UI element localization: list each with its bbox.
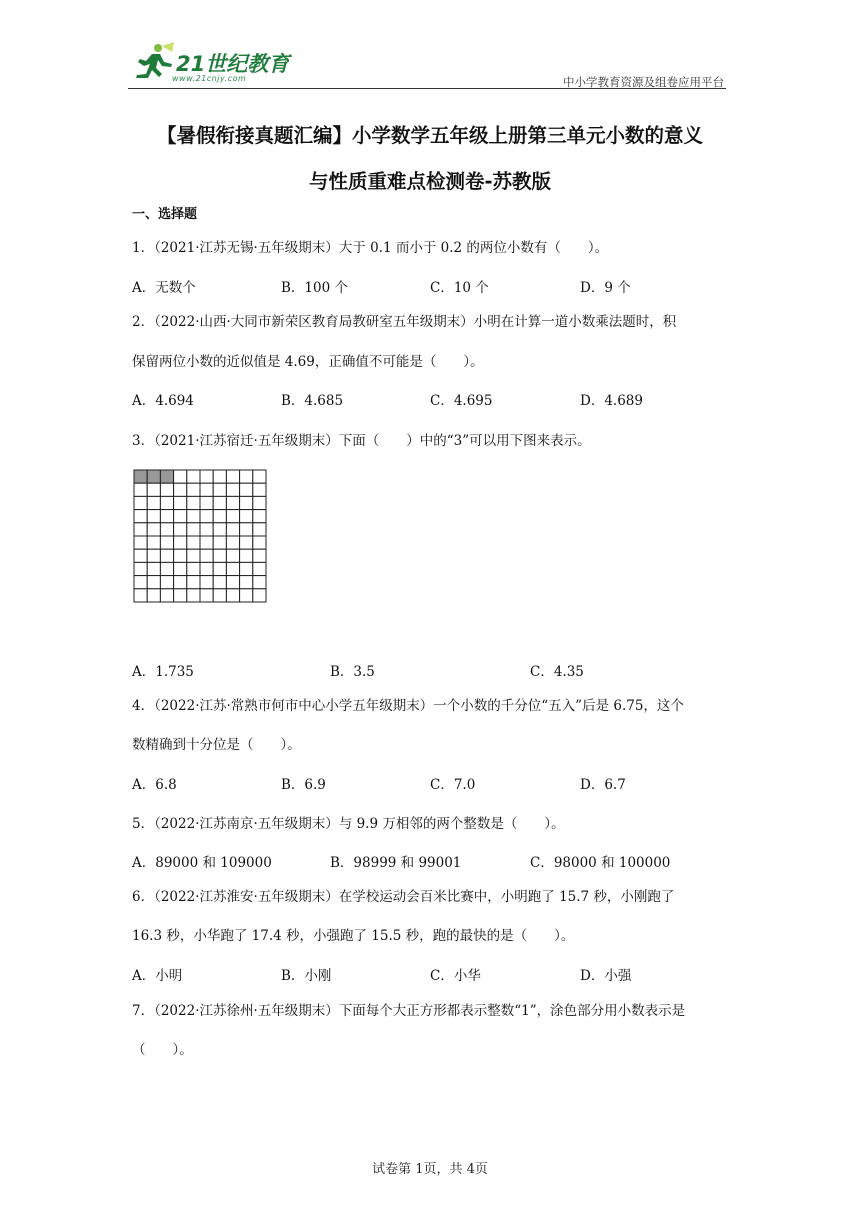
grid-cell <box>160 589 173 602</box>
grid-cell <box>213 576 226 589</box>
grid-cell <box>174 549 187 562</box>
header-divider <box>128 88 726 89</box>
grid-cell <box>253 562 266 575</box>
question-1-text: 1．（2021·江苏无锡·五年级期末）大于 0.1 而小于 0.2 的两位小数有（ ）。 <box>132 240 609 256</box>
grid-cell <box>174 470 187 483</box>
grid-cell <box>160 523 173 536</box>
grid-cell <box>147 562 160 575</box>
grid-cell <box>147 496 160 509</box>
grid-cell <box>160 536 173 549</box>
grid-cell <box>187 549 200 562</box>
grid-cell <box>200 589 213 602</box>
grid-cell <box>240 536 253 549</box>
grid-cell <box>213 510 226 523</box>
grid-cell <box>226 589 239 602</box>
question-3-option-b[interactable]: B．3.5 <box>330 664 375 680</box>
grid-cell <box>187 536 200 549</box>
question-6-option-b[interactable]: B．小刚 <box>281 968 332 984</box>
page-footer: 试卷第 1页，共 4页 <box>372 1162 488 1177</box>
grid-cell <box>253 470 266 483</box>
grid-cell <box>160 496 173 509</box>
question-4-text-line-2: 数精确到十分位是（ ）。 <box>132 737 301 753</box>
question-2-text-line-1: 2．（2022·山西·大同市新荣区教育局教研室五年级期末）小明在计算一道小数乘法题时，积 <box>132 314 677 330</box>
question-3-option-c[interactable]: C．4.35 <box>530 664 584 680</box>
grid-cell <box>174 510 187 523</box>
question-4-option-b[interactable]: B．6.9 <box>281 777 326 793</box>
grid-cell <box>147 576 160 589</box>
grid-cell <box>213 470 226 483</box>
grid-cell <box>200 470 213 483</box>
grid-cell-shaded <box>147 470 160 483</box>
grid-cell <box>174 496 187 509</box>
question-4-text-line-1: 4．（2022·江苏·常熟市何市中心小学五年级期末）一个小数的千分位“五入”后是 6.75，这个 <box>132 698 684 714</box>
question-5-option-b[interactable]: B．98999 和 99001 <box>330 855 462 871</box>
question-5-text: 5．（2022·江苏南京·五年级期末）与 9.9 万相邻的两个整数是（ ）。 <box>132 816 565 832</box>
grid-cell <box>200 576 213 589</box>
grid-cell <box>226 562 239 575</box>
grid-cell <box>147 523 160 536</box>
grid-cell <box>147 510 160 523</box>
grid-cell <box>187 510 200 523</box>
grid-cell <box>240 589 253 602</box>
grid-cell <box>147 549 160 562</box>
question-1-option-d[interactable]: D．9 个 <box>580 280 631 296</box>
grid-cell <box>147 483 160 496</box>
grid-cell <box>174 576 187 589</box>
question-1-option-c[interactable]: C．10 个 <box>430 280 489 296</box>
grid-cell <box>226 536 239 549</box>
grid-cell <box>213 589 226 602</box>
question-6-option-d[interactable]: D．小强 <box>580 968 632 984</box>
hundred-grid <box>133 469 267 605</box>
exam-title-line-1: 【暑假衔接真题汇编】小学数学五年级上册第三单元小数的意义 <box>156 124 703 147</box>
grid-cell <box>174 483 187 496</box>
grid-cell <box>240 483 253 496</box>
exam-title-line-2: 与性质重难点检测卷-苏教版 <box>308 170 552 193</box>
grid-cell <box>187 523 200 536</box>
grid-cell <box>187 576 200 589</box>
grid-cell <box>240 562 253 575</box>
question-2-text-line-2: 保留两位小数的近似值是 4.69，正确值不可能是（ ）。 <box>132 354 484 370</box>
question-7-text-line-2: （ ）。 <box>132 1042 193 1058</box>
question-7-text-line-1: 7．（2022·江苏徐州·五年级期末）下面每个大正方形都表示整数“1”，涂色部分用小数表示是 <box>132 1003 686 1019</box>
question-3-option-a[interactable]: A．1.735 <box>132 664 194 680</box>
platform-label: 中小学教育资源及组卷应用平台 <box>563 75 724 89</box>
grid-cell <box>226 523 239 536</box>
grid-cell <box>174 536 187 549</box>
grid-cell <box>253 496 266 509</box>
grid-cell <box>226 510 239 523</box>
grid-cell <box>134 576 147 589</box>
grid-cell <box>213 549 226 562</box>
grid-cell <box>200 510 213 523</box>
grid-cell <box>226 470 239 483</box>
grid-cell <box>187 496 200 509</box>
question-4-option-c[interactable]: C．7.0 <box>430 777 476 793</box>
grid-cell <box>200 523 213 536</box>
grid-cell <box>160 510 173 523</box>
grid-cell <box>174 523 187 536</box>
grid-cell <box>134 510 147 523</box>
logo-text: 21世纪教育 <box>176 52 290 76</box>
question-2-option-b[interactable]: B．4.685 <box>281 393 344 409</box>
grid-cell <box>213 536 226 549</box>
grid-cell <box>134 589 147 602</box>
grid-cell <box>240 576 253 589</box>
section-heading-choice: 一、选择题 <box>132 207 198 222</box>
grid-cell <box>160 562 173 575</box>
grid-cell <box>226 576 239 589</box>
grid-cell <box>240 549 253 562</box>
grid-cell <box>134 549 147 562</box>
question-6-option-a[interactable]: A．小明 <box>132 968 183 984</box>
question-5-option-a[interactable]: A．89000 和 109000 <box>132 855 272 871</box>
runner-logo-icon <box>128 42 176 82</box>
question-4-option-d[interactable]: D．6.7 <box>580 777 626 793</box>
grid-cell <box>213 496 226 509</box>
grid-cell <box>160 576 173 589</box>
grid-cell <box>253 523 266 536</box>
grid-cell-shaded <box>134 470 147 483</box>
grid-cell <box>240 510 253 523</box>
grid-cell <box>160 483 173 496</box>
question-5-option-c[interactable]: C．98000 和 100000 <box>530 855 671 871</box>
grid-cell-shaded <box>160 470 173 483</box>
question-2-option-c[interactable]: C．4.695 <box>430 393 493 409</box>
grid-cell <box>134 483 147 496</box>
grid-cell <box>226 483 239 496</box>
grid-cell <box>200 483 213 496</box>
grid-cell <box>160 549 173 562</box>
question-1-option-b[interactable]: B．100 个 <box>281 280 348 296</box>
logo <box>128 40 298 88</box>
question-6-text-line-2: 16.3 秒，小华跑了 17.4 秒，小强跑了 15.5 秒，跑的最快的是（ ）。 <box>132 928 575 944</box>
question-2-option-a[interactable]: A．4.694 <box>132 393 194 409</box>
grid-cell <box>187 562 200 575</box>
grid-cell <box>213 562 226 575</box>
grid-cell <box>240 496 253 509</box>
grid-cell <box>200 562 213 575</box>
grid-cell <box>200 549 213 562</box>
grid-cell <box>134 562 147 575</box>
grid-cell <box>240 523 253 536</box>
question-3-text: 3．（2021·江苏宿迁·五年级期末）下面（ ）中的“3”可以用下图来表示。 <box>132 433 591 449</box>
grid-cell <box>240 470 253 483</box>
grid-cell <box>134 536 147 549</box>
question-2-option-d[interactable]: D．4.689 <box>580 393 643 409</box>
logo-url: www.21cnjy.com <box>172 74 247 83</box>
grid-cell <box>134 523 147 536</box>
grid-cell <box>174 562 187 575</box>
grid-cell <box>147 589 160 602</box>
grid-cell <box>134 496 147 509</box>
grid-cell <box>213 483 226 496</box>
grid-cell <box>147 536 160 549</box>
grid-cell <box>187 589 200 602</box>
hundred-grid-figure <box>133 469 267 605</box>
grid-cell <box>187 470 200 483</box>
grid-cell <box>226 549 239 562</box>
grid-cell <box>253 589 266 602</box>
page-header <box>128 40 726 88</box>
question-4-option-a[interactable]: A．6.8 <box>132 777 177 793</box>
question-6-option-c[interactable]: C．小华 <box>430 968 481 984</box>
question-1-option-a[interactable]: A．无数个 <box>132 280 196 296</box>
grid-cell <box>253 536 266 549</box>
grid-cell <box>200 536 213 549</box>
grid-cell <box>187 483 200 496</box>
grid-cell <box>213 523 226 536</box>
grid-cell <box>253 483 266 496</box>
grid-cell <box>253 549 266 562</box>
grid-cell <box>200 496 213 509</box>
grid-cell <box>174 589 187 602</box>
grid-cell <box>253 510 266 523</box>
grid-cell <box>226 496 239 509</box>
grid-cell <box>253 576 266 589</box>
question-6-text-line-1: 6．（2022·江苏淮安·五年级期末）在学校运动会百米比赛中，小明跑了 15.7 秒，小刚跑了 <box>132 889 675 905</box>
